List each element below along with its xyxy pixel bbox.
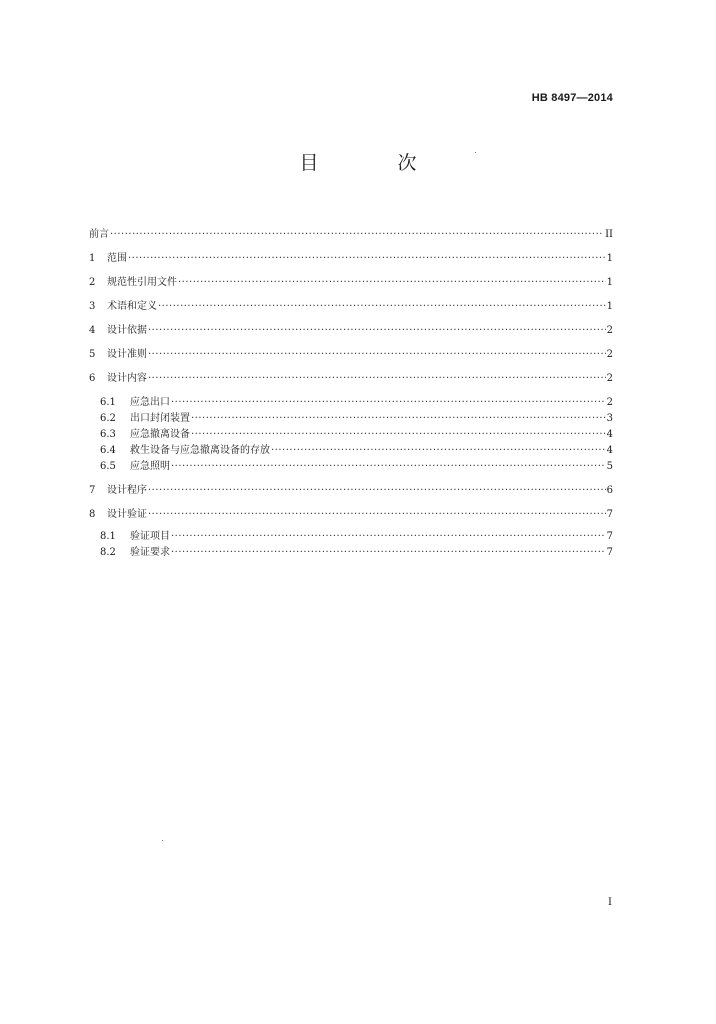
- toc-entry-number: 1: [89, 253, 96, 264]
- toc-entry-page: 1: [606, 253, 613, 264]
- toc-entry-number: 3: [89, 301, 96, 312]
- toc-entry-number: 5: [89, 349, 96, 360]
- toc-entry-page: 6: [606, 485, 613, 496]
- toc-leader-dots: [148, 348, 606, 362]
- toc-entry-label: 验证要求: [130, 547, 170, 558]
- toc-entry-page: II: [605, 229, 613, 240]
- toc-entry-page: 4: [606, 429, 613, 440]
- toc-entry-page: 3: [606, 413, 613, 424]
- toc-entry: [89, 412, 613, 426]
- toc-entry: [89, 460, 613, 474]
- toc-entry: [89, 508, 613, 522]
- scan-speck: [475, 152, 476, 153]
- toc-leader-dots: [148, 484, 606, 498]
- toc-entry: [89, 530, 613, 544]
- toc-entry-page: 1: [606, 277, 613, 288]
- toc-entry-page: 4: [606, 445, 613, 456]
- toc-entry-number: 6.2: [100, 413, 116, 424]
- toc-entry-number: 6.4: [100, 445, 116, 456]
- toc-entry-page: 7: [606, 509, 613, 520]
- toc-entry-page: 7: [606, 547, 613, 558]
- toc-entry: [89, 300, 613, 314]
- toc-leader-dots: [171, 396, 606, 410]
- toc-entry: [89, 348, 613, 362]
- page-title: 目 次: [299, 152, 447, 174]
- toc-entry-number: 8.2: [100, 547, 116, 558]
- toc-leader-dots: [171, 546, 606, 560]
- toc-entry-label: 应急撤离设备: [130, 429, 190, 440]
- toc-entry-label: 救生设备与应急撤离设备的存放: [130, 445, 270, 456]
- toc-leader-dots: [158, 300, 606, 314]
- toc-entry-page: 2: [606, 325, 613, 336]
- toc-entry-page: 2: [606, 373, 613, 384]
- toc-entry-page: 2: [606, 349, 613, 360]
- toc-entry-label: 设计验证: [107, 509, 147, 520]
- toc-entry: [89, 324, 613, 338]
- toc-entry-label: 规范性引用文件: [107, 277, 177, 288]
- toc-entry-number: 6: [89, 373, 96, 384]
- scan-speck: [162, 840, 163, 841]
- toc-leader-dots: [178, 276, 606, 290]
- standard-code: HB 8497—2014: [531, 92, 613, 104]
- toc-leader-dots: [171, 530, 606, 544]
- toc-entry: [89, 484, 613, 498]
- toc-leader-dots: [191, 412, 606, 426]
- toc-leader-dots: [148, 372, 606, 386]
- toc-entry-page: 5: [606, 461, 613, 472]
- toc-leader-dots: [271, 444, 606, 458]
- toc-entry-label: 设计内容: [107, 373, 147, 384]
- toc-entry: [89, 228, 613, 242]
- toc-entry-page: 7: [606, 531, 613, 542]
- toc-entry: [89, 396, 613, 410]
- toc-entry: [89, 372, 613, 386]
- toc-entry: [89, 444, 613, 458]
- toc-entry: [89, 276, 613, 290]
- toc-leader-dots: [148, 324, 606, 338]
- toc-entry-label: 范围: [107, 253, 127, 264]
- toc-leader-dots: [110, 228, 604, 242]
- toc-entry-label: 设计依据: [107, 325, 147, 336]
- toc-entry-number: 6.3: [100, 429, 116, 440]
- toc-leader-dots: [148, 508, 606, 522]
- toc-entry-label: 设计程序: [107, 485, 147, 496]
- toc-entry-label: 术语和定义: [107, 301, 157, 312]
- toc-entry: [89, 252, 613, 266]
- toc-entry-number: 8: [89, 509, 96, 520]
- toc-entry-number: 6.5: [100, 461, 116, 472]
- toc-entry-page: 1: [606, 301, 613, 312]
- toc-entry-number: 4: [89, 325, 96, 336]
- toc-entry-label: 设计准则: [107, 349, 147, 360]
- toc-entry-page: 2: [606, 397, 613, 408]
- toc-entry-label: 前言: [89, 229, 109, 240]
- toc-entry-label: 验证项目: [130, 531, 170, 542]
- toc-entry-number: 2: [89, 277, 96, 288]
- toc-entry-number: 7: [89, 485, 96, 496]
- toc-entry-label: 应急照明: [130, 461, 170, 472]
- toc-entry: [89, 546, 613, 560]
- toc-entry-label: 出口封闭装置: [130, 413, 190, 424]
- toc-leader-dots: [171, 460, 606, 474]
- page-number: I: [608, 897, 612, 908]
- toc-leader-dots: [128, 252, 606, 266]
- toc-entry-number: 8.1: [100, 531, 116, 542]
- toc-entry: [89, 428, 613, 442]
- toc-entry-number: 6.1: [100, 397, 116, 408]
- toc-entry-label: 应急出口: [130, 397, 170, 408]
- toc-leader-dots: [191, 428, 606, 442]
